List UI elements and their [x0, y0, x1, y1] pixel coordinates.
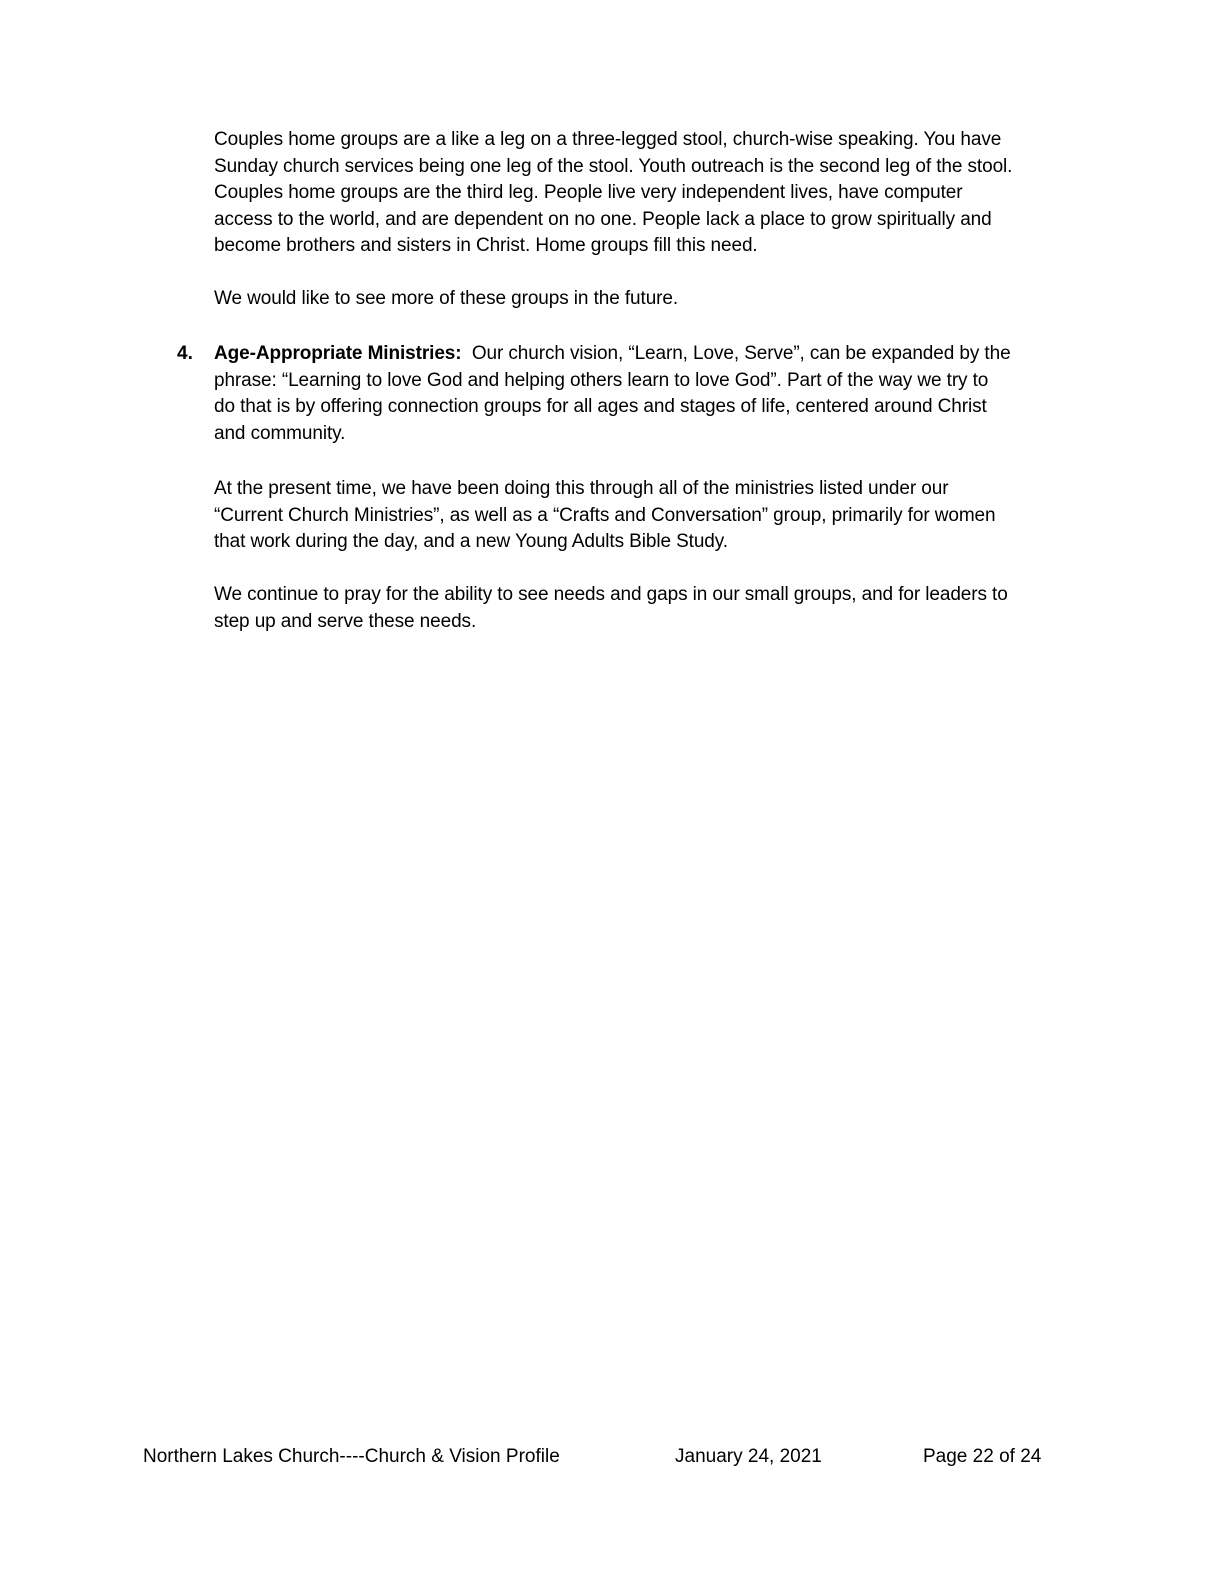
paragraph-line: do that is by offering connection groups for all ages and stages of life, centered around Christ	[214, 396, 987, 417]
footer-date: January 24, 2021	[675, 1446, 822, 1467]
age-appropriate-ministries-paragraph	[214, 341, 1074, 447]
footer-page-number: Page 22 of 24	[923, 1446, 1042, 1467]
paragraph-line: We continue to pray for the ability to see needs and gaps in our small groups, and for leaders to	[214, 584, 1008, 605]
paragraph-line: We would like to see more of these groups in the future.	[214, 288, 679, 309]
footer-document-title: Northern Lakes Church----Church & Vision Profile	[143, 1446, 560, 1467]
paragraph-line: Couples home groups are a like a leg on a three-legged stool, church-wise speaking. You have	[214, 129, 1002, 150]
paragraph-line: and community.	[214, 422, 346, 444]
paragraph-line: At the present time, we have been doing this through all of the ministries listed under our	[214, 478, 949, 499]
paragraph-line	[214, 341, 1074, 368]
paragraph-line: access to the world, and are dependent on no one. People lack a place to grow spiritually and	[214, 208, 992, 230]
paragraph-line: become brothers and sisters in Christ. Home groups fill this need.	[214, 235, 758, 256]
paragraph-line: phrase: “Learning to love God and helping others learn to love God”. Part of the way we try to	[214, 369, 989, 391]
paragraph-line: Couples home groups are the third leg. People live very independent lives, have computer	[214, 182, 963, 203]
paragraph-line: “Current Church Ministries”, as well as a “Crafts and Conversation” group, primarily for women	[214, 504, 996, 526]
future-groups-paragraph	[214, 286, 1074, 313]
paragraph-line: Sunday church services being one leg of the stool. Youth outreach is the second leg of the stool.	[214, 155, 1013, 177]
paragraph-line: that work during the day, and a new Young Adults Bible Study.	[214, 531, 728, 552]
list-number: 4.	[177, 343, 193, 364]
couples-home-groups-paragraph	[214, 127, 1074, 260]
present-time-paragraph	[214, 476, 1074, 556]
item-heading: Age-Appropriate Ministries:	[214, 343, 462, 364]
paragraph-line: step up and serve these needs.	[214, 610, 477, 632]
item-heading-rest: Our church vision, “Learn, Love, Serve”, can be expanded by the	[461, 343, 1011, 364]
continue-to-pray-paragraph	[214, 582, 1074, 635]
